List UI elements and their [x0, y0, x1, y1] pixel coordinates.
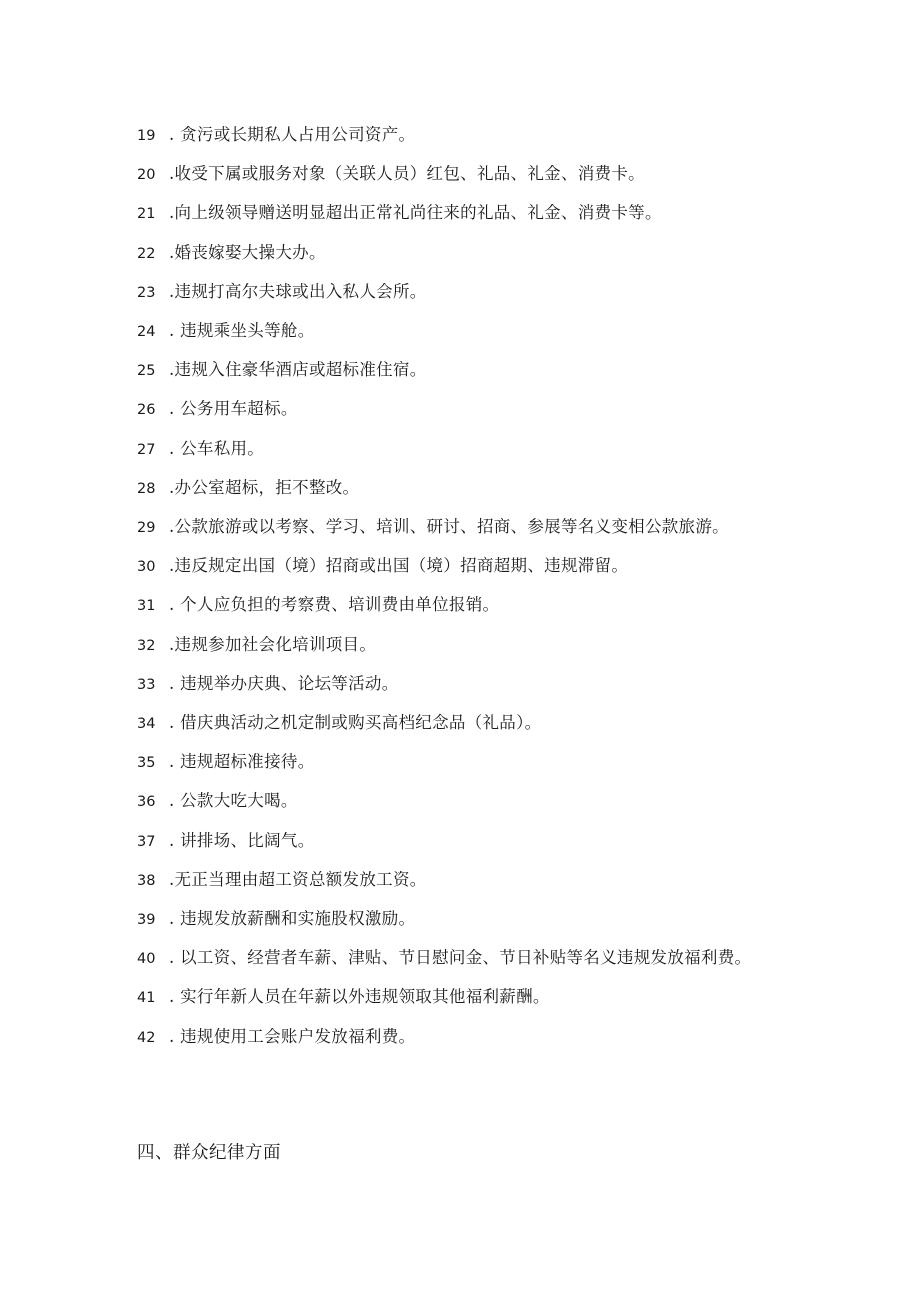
item-number: 29: [137, 520, 156, 537]
list-item: [137, 390, 787, 429]
item-text: . 个人应负担的考察费、培训费由单位报销。: [169, 595, 500, 615]
item-number: 32: [137, 637, 156, 654]
list-item: [137, 665, 787, 704]
item-text: . 违规超标准接待。: [169, 752, 315, 772]
item-number: 40: [137, 951, 156, 968]
item-number: 31: [137, 598, 156, 615]
item-text: . 公车私用。: [169, 438, 265, 458]
item-text: . 违规举办庆典、论坛等活动。: [169, 673, 399, 693]
list-item: [137, 273, 787, 312]
item-number: 36: [137, 794, 156, 811]
item-number: 38: [137, 872, 156, 889]
item-text: . 讲排场、比阔气。: [169, 830, 315, 850]
item-number: 24: [137, 324, 156, 341]
item-number: 37: [137, 833, 156, 850]
list-item: [137, 939, 787, 978]
item-number: 41: [137, 990, 156, 1007]
item-number: 42: [137, 1029, 156, 1046]
item-text: . 公款大吃大喝。: [169, 791, 298, 811]
item-text: . 以工资、经营者车薪、津贴、节日慰问金、节日补贴等名义违规发放福利费。: [169, 948, 752, 968]
item-text: .向上级领导赠送明显超出正常礼尚往来的礼品、礼金、消费卡等。: [169, 203, 662, 223]
item-number: 21: [137, 206, 156, 223]
item-text: .违反规定出国（境）招商或出国（境）招商超期、违规滞留。: [169, 556, 629, 576]
item-text: .违规入住豪华酒店或超标准住宿。: [169, 360, 427, 380]
item-number: 19: [137, 128, 156, 144]
violation-list: [137, 116, 787, 1057]
item-text: . 借庆典活动之机定制或购买高档纪念品（礼品）。: [169, 713, 542, 733]
list-item: [137, 351, 787, 390]
item-number: 33: [137, 676, 156, 693]
list-item: [137, 194, 787, 233]
list-item: [137, 234, 787, 273]
list-item: [137, 861, 787, 900]
section-heading: 四、群众纪律方面: [137, 1143, 281, 1163]
item-number: 28: [137, 480, 156, 497]
list-item: [137, 900, 787, 939]
item-text: .违规打高尔夫球或出入私人会所。: [169, 281, 427, 301]
item-text: . 违规使用工会账户发放福利费。: [169, 1026, 416, 1046]
item-number: 20: [137, 167, 156, 184]
list-item: [137, 508, 787, 547]
list-item: [137, 116, 787, 155]
item-text: . 贪污或长期私人占用公司资产。: [169, 125, 416, 144]
item-number: 30: [137, 559, 156, 576]
list-item: [137, 1018, 787, 1057]
item-number: 22: [137, 245, 156, 262]
list-item: [137, 547, 787, 586]
item-text: . 实行年新人员在年薪以外违规领取其他福利薪酬。: [169, 987, 550, 1007]
item-text: .无正当理由超工资总额发放工资。: [169, 869, 427, 889]
list-item: [137, 782, 787, 821]
list-item: [137, 743, 787, 782]
item-text: .收受下属或服务对象（关联人员）红包、礼品、礼金、消费卡。: [169, 164, 645, 184]
list-item: [137, 586, 787, 625]
item-number: 39: [137, 912, 156, 929]
list-item: [137, 155, 787, 194]
item-text: . 公务用车超标。: [169, 399, 298, 419]
item-number: 35: [137, 755, 156, 772]
list-item: [137, 978, 787, 1017]
item-text: .公款旅游或以考察、学习、培训、研讨、招商、参展等名义变相公款旅游。: [169, 517, 729, 537]
list-item: [137, 312, 787, 351]
list-item: [137, 430, 787, 469]
item-text: .办公室超标，拒不整改。: [169, 477, 360, 497]
list-item: [137, 469, 787, 508]
list-item: [137, 704, 787, 743]
item-number: 26: [137, 402, 156, 419]
item-number: 27: [137, 441, 156, 458]
item-number: 34: [137, 716, 156, 733]
item-text: . 违规乘坐头等舱。: [169, 321, 315, 341]
item-text: .违规参加社会化培训项目。: [169, 634, 377, 654]
item-text: . 违规发放薪酬和实施股权激励。: [169, 909, 416, 929]
item-number: 25: [137, 363, 156, 380]
item-number: 23: [137, 284, 156, 301]
list-item: [137, 822, 787, 861]
list-item: [137, 626, 787, 665]
item-text: .婚丧嫁娶大操大办。: [169, 242, 326, 262]
